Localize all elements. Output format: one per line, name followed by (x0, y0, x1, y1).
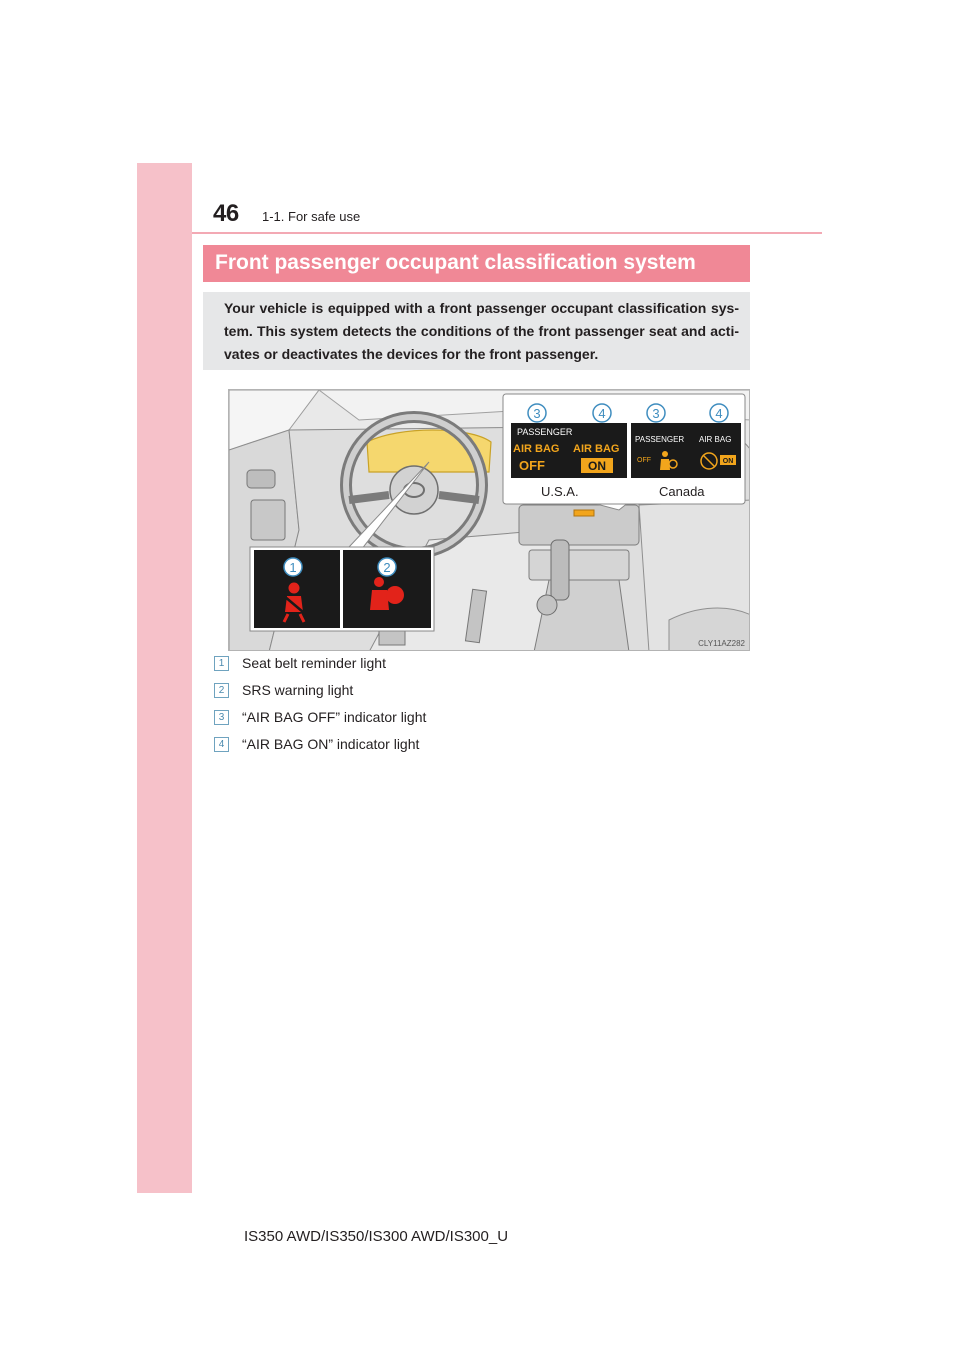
canada-airbag-label: AIR BAG (699, 435, 732, 444)
header-rule (192, 232, 822, 234)
dashboard-illustration (229, 390, 750, 651)
legend-label: “AIR BAG ON” indicator light (242, 736, 420, 752)
legend-number: 1 (214, 656, 229, 671)
callout-2: 2 (383, 560, 391, 575)
canada-label: Canada (659, 484, 705, 499)
legend-number: 3 (214, 710, 229, 725)
callout-3-canada: 3 (652, 406, 660, 421)
intro-text: Your vehicle is equipped with a front passenger occupant classification sys-tem. This system detects the conditions of the front passenger seat and acti-vates or deactivates the devices for the front passenger. (224, 300, 739, 362)
section-title-bar (203, 245, 750, 282)
usa-airbag-right: AIR BAG (573, 443, 620, 455)
legend-label: Seat belt reminder light (242, 655, 386, 671)
callout-3-usa: 3 (533, 406, 541, 421)
section-label: 1-1. For safe use (262, 209, 361, 224)
section-title: Front passenger occupant classification system (215, 251, 696, 274)
page-number: 46 (213, 200, 239, 227)
usa-airbag-left: AIR BAG (513, 443, 560, 455)
usa-off-label: OFF (519, 458, 545, 473)
side-strip (137, 163, 192, 1193)
usa-passenger-label: PASSENGER (517, 427, 573, 437)
canada-off-label: OFF (637, 457, 651, 464)
intro-box (203, 292, 750, 370)
usa-on-label: ON (588, 459, 606, 473)
figure-code: CLY11AZ282 (698, 639, 745, 648)
legend-number: 2 (214, 683, 229, 698)
canada-passenger-label: PASSENGER (635, 435, 685, 444)
dashboard-figure (228, 389, 750, 651)
callout-4-usa: 4 (598, 406, 606, 421)
canada-on-label: ON (722, 458, 734, 465)
legend-number: 4 (214, 737, 229, 752)
footer-model-text: IS350 AWD/IS350/IS300 AWD/IS300_U (244, 1228, 509, 1245)
callout-4-canada: 4 (715, 406, 723, 421)
usa-label: U.S.A. (541, 484, 579, 499)
legend-label: “AIR BAG OFF” indicator light (242, 709, 427, 725)
callout-1: 1 (289, 560, 297, 575)
legend-label: SRS warning light (242, 682, 354, 698)
